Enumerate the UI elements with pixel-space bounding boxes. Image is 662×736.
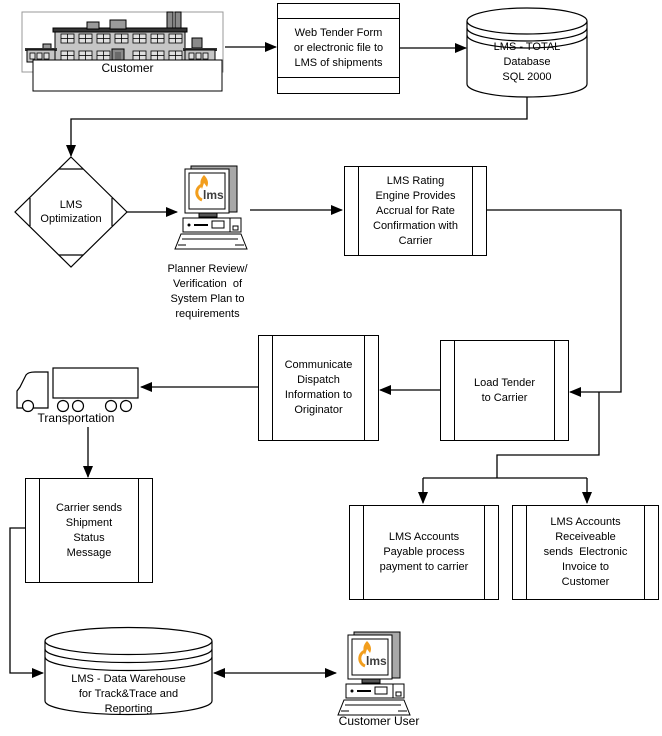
text-line: Status: [73, 531, 105, 544]
keyboard: [338, 700, 410, 715]
caption-line: System Plan to: [170, 293, 245, 305]
text-line: LMS - TOTAL: [493, 41, 561, 53]
text-line: Invoice to: [561, 561, 610, 573]
web-tender-box: [277, 3, 400, 94]
text-line: Shipment: [65, 516, 113, 529]
carrier-status-text: [56, 501, 122, 561]
planner-computer-icon: [174, 163, 252, 255]
web-tender-text: [294, 26, 383, 71]
communicate-dispatch-box: [258, 335, 379, 441]
text-line: LMS Accounts: [388, 531, 460, 543]
text-line: payment to carrier: [379, 561, 469, 573]
text-line: Customer: [561, 576, 610, 588]
caption-line: Transportation: [37, 411, 115, 425]
customer-user-computer-icon: [337, 629, 415, 721]
transportation-label: [15, 411, 137, 426]
text-line: Message: [66, 546, 112, 559]
text-line: Information to: [284, 389, 353, 401]
optimization-label: [15, 157, 127, 267]
customer-factory-icon: [20, 8, 226, 92]
caption-line: Customer: [101, 61, 154, 75]
desktop-unit: [183, 218, 241, 232]
factory-building: [25, 12, 217, 62]
text-line: Originator: [294, 404, 343, 416]
conn-db-to-optimization: [71, 97, 527, 156]
rating-engine-text: [373, 174, 458, 249]
accounts-payable-box: [349, 505, 499, 600]
lms-logo-text: lms: [366, 654, 387, 668]
desktop-unit: [346, 684, 404, 698]
communicate-dispatch-text: [285, 358, 353, 418]
keyboard: [175, 234, 247, 249]
text-line: or electronic file to: [293, 42, 384, 54]
lms-logo-text: lms: [203, 188, 224, 202]
text-line: Dispatch: [297, 374, 340, 386]
accounts-receivable-text: [544, 515, 628, 590]
caption-line: Planner Review/: [167, 263, 248, 275]
text-line: to Carrier: [481, 391, 528, 404]
text-line: Load Tender: [474, 376, 535, 389]
load-tender-text: [474, 376, 535, 406]
caption-line: Customer User: [338, 714, 420, 728]
text-line: Web Tender Form: [294, 27, 383, 39]
text-line: LMS Rating: [386, 174, 445, 187]
load-tender-box: [440, 340, 569, 441]
text-line: Communicate: [284, 359, 353, 371]
caption-line: Verification of: [172, 278, 243, 290]
text-line: Carrier: [398, 234, 433, 247]
text-line: Payable process: [383, 546, 465, 558]
text-line: Accrual for Rate: [376, 204, 455, 217]
factory-windows-upper: [61, 34, 182, 43]
lms-total-db-label: [467, 40, 587, 85]
text-line: Receiveable: [555, 531, 616, 543]
text-line: LMS - Data Warehouse: [71, 673, 186, 685]
text-line: LMS Accounts: [550, 516, 621, 528]
text-line: SQL 2000: [502, 71, 552, 83]
text-line: Confirmation with: [373, 219, 458, 232]
data-warehouse-label: [45, 672, 212, 717]
transportation-truck-icon: [10, 360, 150, 415]
text-line: Reporting: [104, 703, 153, 715]
text-line: Database: [503, 56, 551, 68]
text-line: LMS: [59, 199, 83, 211]
text-line: sends Electronic: [543, 546, 628, 558]
text-line: LMS of shipments: [294, 57, 383, 69]
carrier-status-box: [25, 478, 153, 583]
text-line: Optimization: [40, 213, 102, 225]
accounts-payable-text: [380, 530, 469, 575]
caption-line: requirements: [175, 308, 240, 320]
text-line: Carrier sends: [55, 501, 123, 514]
truck-trailer: [53, 368, 138, 398]
rating-engine-box: [344, 166, 487, 256]
customer-label: [33, 61, 222, 76]
accounts-receivable-box: [512, 505, 659, 600]
monitor-stand: [362, 679, 380, 683]
text-line: Engine Provides: [375, 189, 456, 202]
text-line: for Track&Trace and: [78, 688, 179, 700]
planner-caption: [142, 262, 273, 322]
monitor-stand: [199, 213, 217, 217]
customer-user-label: [318, 714, 440, 729]
